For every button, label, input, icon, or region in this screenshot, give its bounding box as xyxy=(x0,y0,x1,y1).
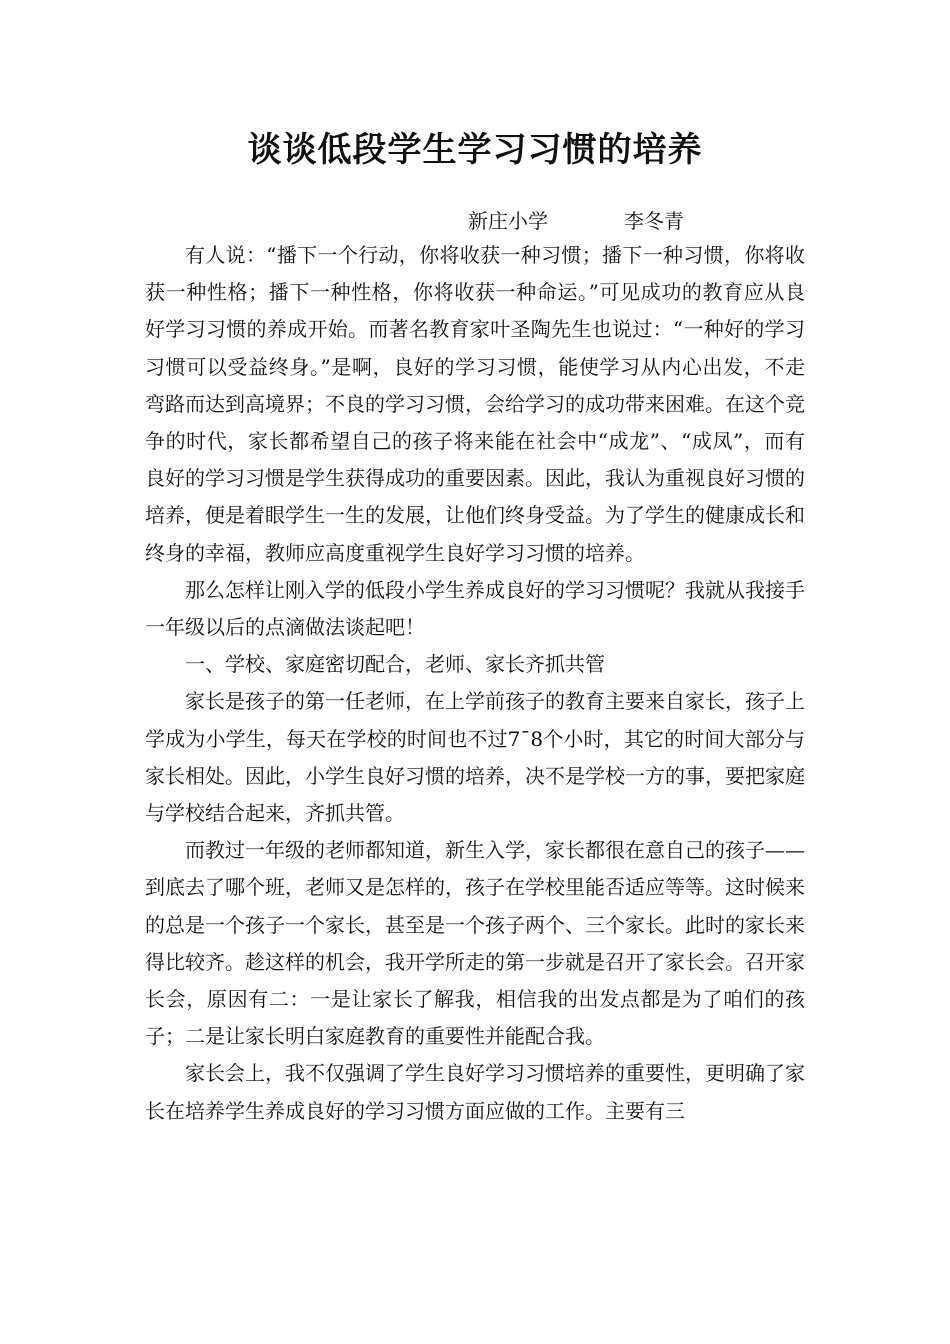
section-heading: 一、学校、家庭密切配合，老师、家长齐抓共管 xyxy=(185,652,605,677)
document-title: 谈谈低段学生学习习惯的培养 xyxy=(247,130,703,170)
paragraph: 有人说：“播下一个行动，你将收获一种习惯；播下一种习惯，你将收获一种性格；播下一种性格，你将收获一种命运。”可见成功的教育应从良好学习习惯的养成开始。而著名教育家叶圣陶先生也说过：“一种好的学习习惯可以受益终身。”是啊，良好的学习习惯，能使学习从内心出发，不走弯路而达到高境界；不良的学习习惯，会给学习的成功带来困难。在这个竞争的时代，家长都希望自己的孩子将来能在社会中“成龙”、“成凤”，而有良好的学习习惯是学生获得成功的重要因素。因此，我认为重视良好习惯的培养，便是着眼学生一生的发展，让他们终身受益。为了学生的健康成长和终身的幸福，教师应高度重视学生良好学习习惯的培养。 xyxy=(145,243,805,565)
document-body xyxy=(145,237,805,1130)
paragraph: 而教过一年级的老师都知道，新生入学，家长都很在意自己的孩子——到底去了哪个班，老师又是怎样的，孩子在学校里能否适应等等。这时候来的总是一个孩子一个家长，甚至是一个孩子两个、三个家长。此时的家长来得比较齐。趁这样的机会，我开学所走的第一步就是召开了家长会。召开家长会，原因有二：一是让家长了解我，相信我的出发点都是为了咱们的孩子；二是让家长明白家庭教育的重要性并能配合我。 xyxy=(145,838,805,1049)
author-name: 李冬青 xyxy=(624,209,684,233)
paragraph: 那么怎样让刚入学的低段小学生养成良好的学习习惯呢？我就从我接手一年级以后的点滴做法谈起吧！ xyxy=(145,577,805,640)
byline xyxy=(468,206,684,236)
paragraph: 家长是孩子的第一任老师，在上学前孩子的教育主要来自家长，孩子上学成为小学生，每天在学校的时间也不过7¯8个小时，其它的时间大部分与家长相处。因此，小学生良好习惯的培养，决不是学校一方的事，要把家庭与学校结合起来，齐抓共管。 xyxy=(145,689,805,826)
school-name: 新庄小学 xyxy=(468,209,548,233)
paragraph: 家长会上，我不仅强调了学生良好学习习惯培养的重要性，更明确了家长在培养学生养成良好的学习习惯方面应做的工作。主要有三 xyxy=(145,1061,805,1123)
